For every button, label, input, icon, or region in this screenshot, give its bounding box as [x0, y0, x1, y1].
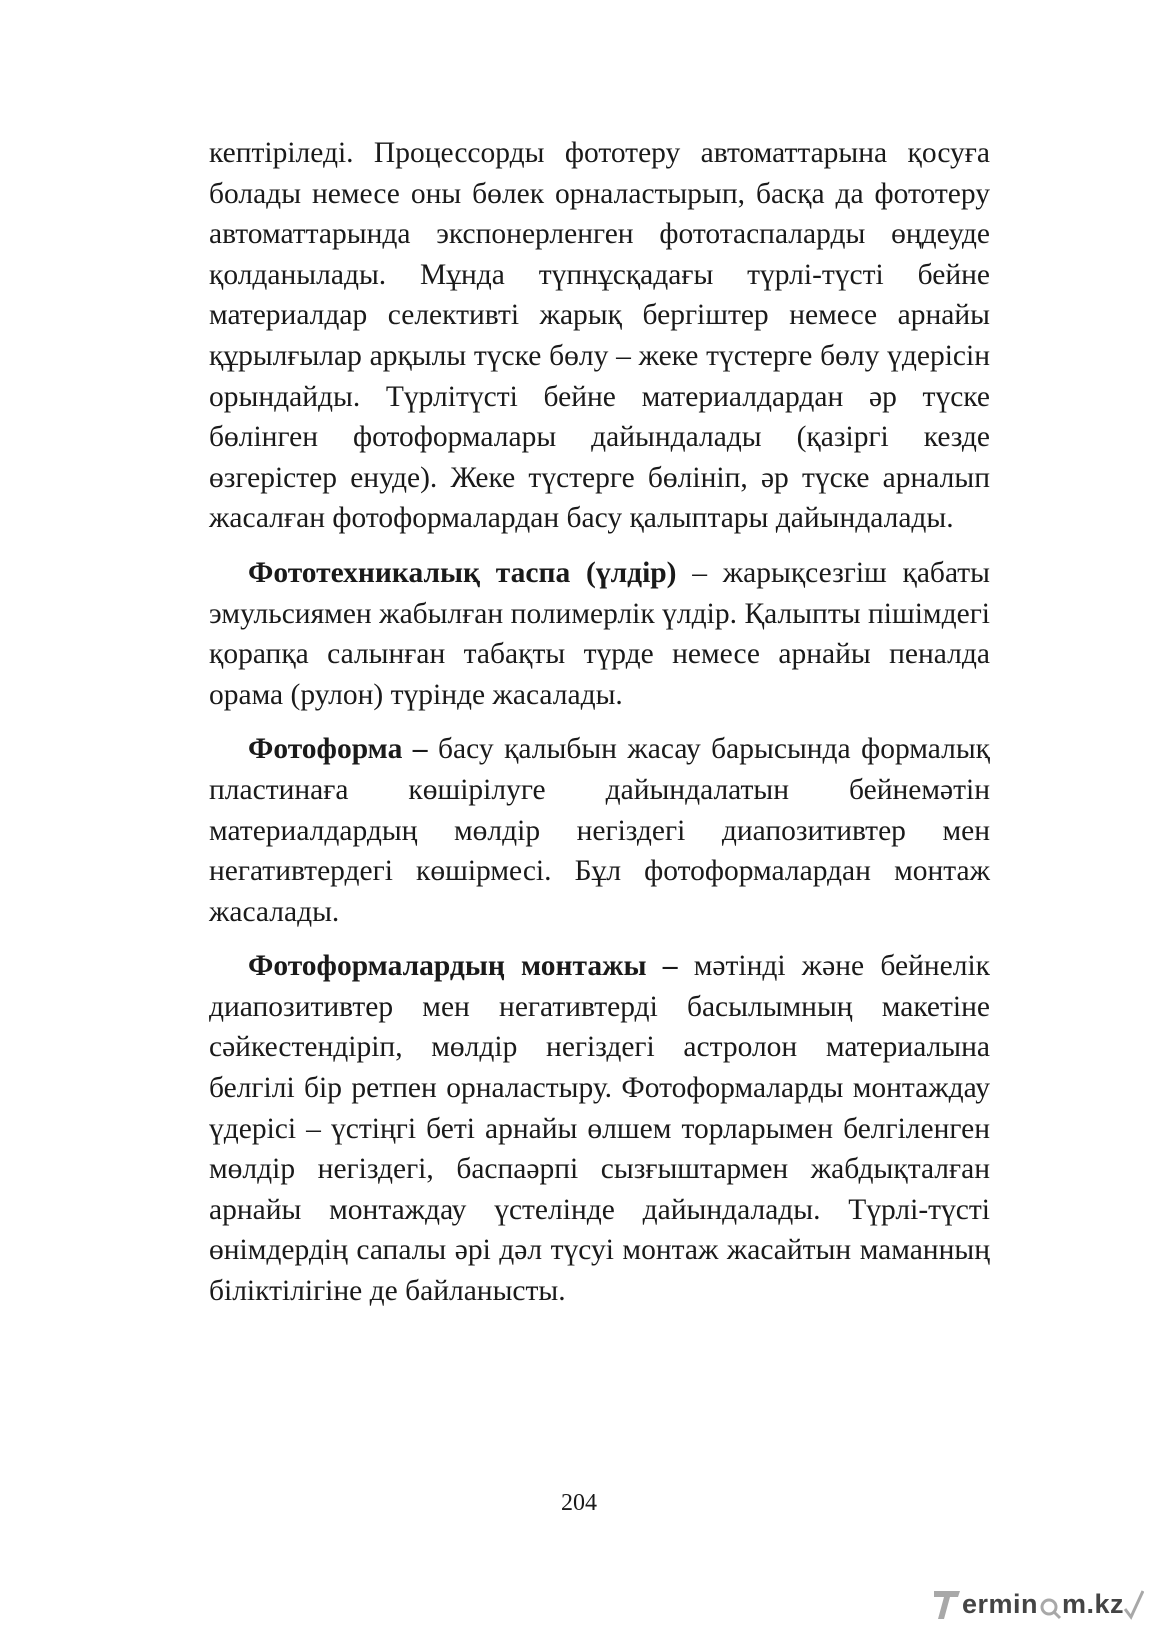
check-mark-icon [1124, 1587, 1144, 1621]
definition-text: мәтінді және бейнелік диапозитивтер мен негативтерді басылымның макетіне сәйкестендіріп, мөлдір негіздегі астролон материалына белгілі бір ретпен орналастыру. Фотоформаларды монтаждау үдерісі – үстіңгі беті арнайы өлшем торларымен белгіленген мөлдір негіздегі, баспаәрпі сызғыштармен жабдықталған арнайы монтаждау үстелінде дайындалады. Түрлі-түсті өнімдердің сапалы әрі дәл түсуі монтаж жасайтын маманның біліктілігіне де байланысты. [209, 950, 990, 1308]
definition-term: Фотоформалардың монтажы – [248, 950, 678, 983]
paragraph-text: кептіріледі. Процессорды фототеру автоматтарына қосуға болады немесе оны бөлек орналастырып, басқа да фототеру автоматтарында экспонерленген фототаспаларды өңдеуде қолданылады. Мұнда түпнұсқадағы түрлі-түсті бейне материалдар селективті жарық бергіштер немесе арнайы құрылғылар арқылы түске бөлу – жеке түстерге бөлу үдерісін орындайды. Түрлітүсті бейне материалдардан әр түске бөлінген фотоформалары дайындалады (қазіргі кезде өзгерістер енуде). Жеке түстерге бөлініп, әр түске арналып жасалған фотоформалардан басу қалыптары дайындалады. [209, 137, 990, 535]
definition-text: басу қалыбын жасау барысында формалық пластинаға көшірілуге дайындалатын бейнемәтін материалдардың мөлдір негіздегі диапозитивтер мен негативтердегі көшірмесі. Бұл фотоформалардан монтаж жасалады. [209, 733, 990, 928]
watermark-logo [932, 1581, 1144, 1621]
watermark-text-1: ermin [961, 1589, 1038, 1619]
paragraph-continuation [209, 133, 990, 539]
paragraph-definition [209, 946, 990, 1311]
definition-term: Фотоформа – [248, 733, 428, 766]
paragraph-definition [209, 729, 990, 932]
t-letter-icon [932, 1587, 962, 1621]
page-body [209, 133, 990, 1312]
page-number: 204 [561, 1490, 597, 1516]
watermark-text-2: m.kz [1061, 1589, 1124, 1619]
paragraph-definition [209, 553, 990, 715]
definition-term: Фототехникалық таспа (үлдір) [248, 556, 677, 589]
definition-text: – жарықсезгіш қабаты эмульсиямен жабылған полимерлік үлдір. Қалыпты пішімдегі қорапқа салынған табақты түрде немесе арнайы пеналда орама (рулон) түрінде жасалады. [209, 556, 990, 711]
magnifier-icon [1038, 1591, 1062, 1621]
